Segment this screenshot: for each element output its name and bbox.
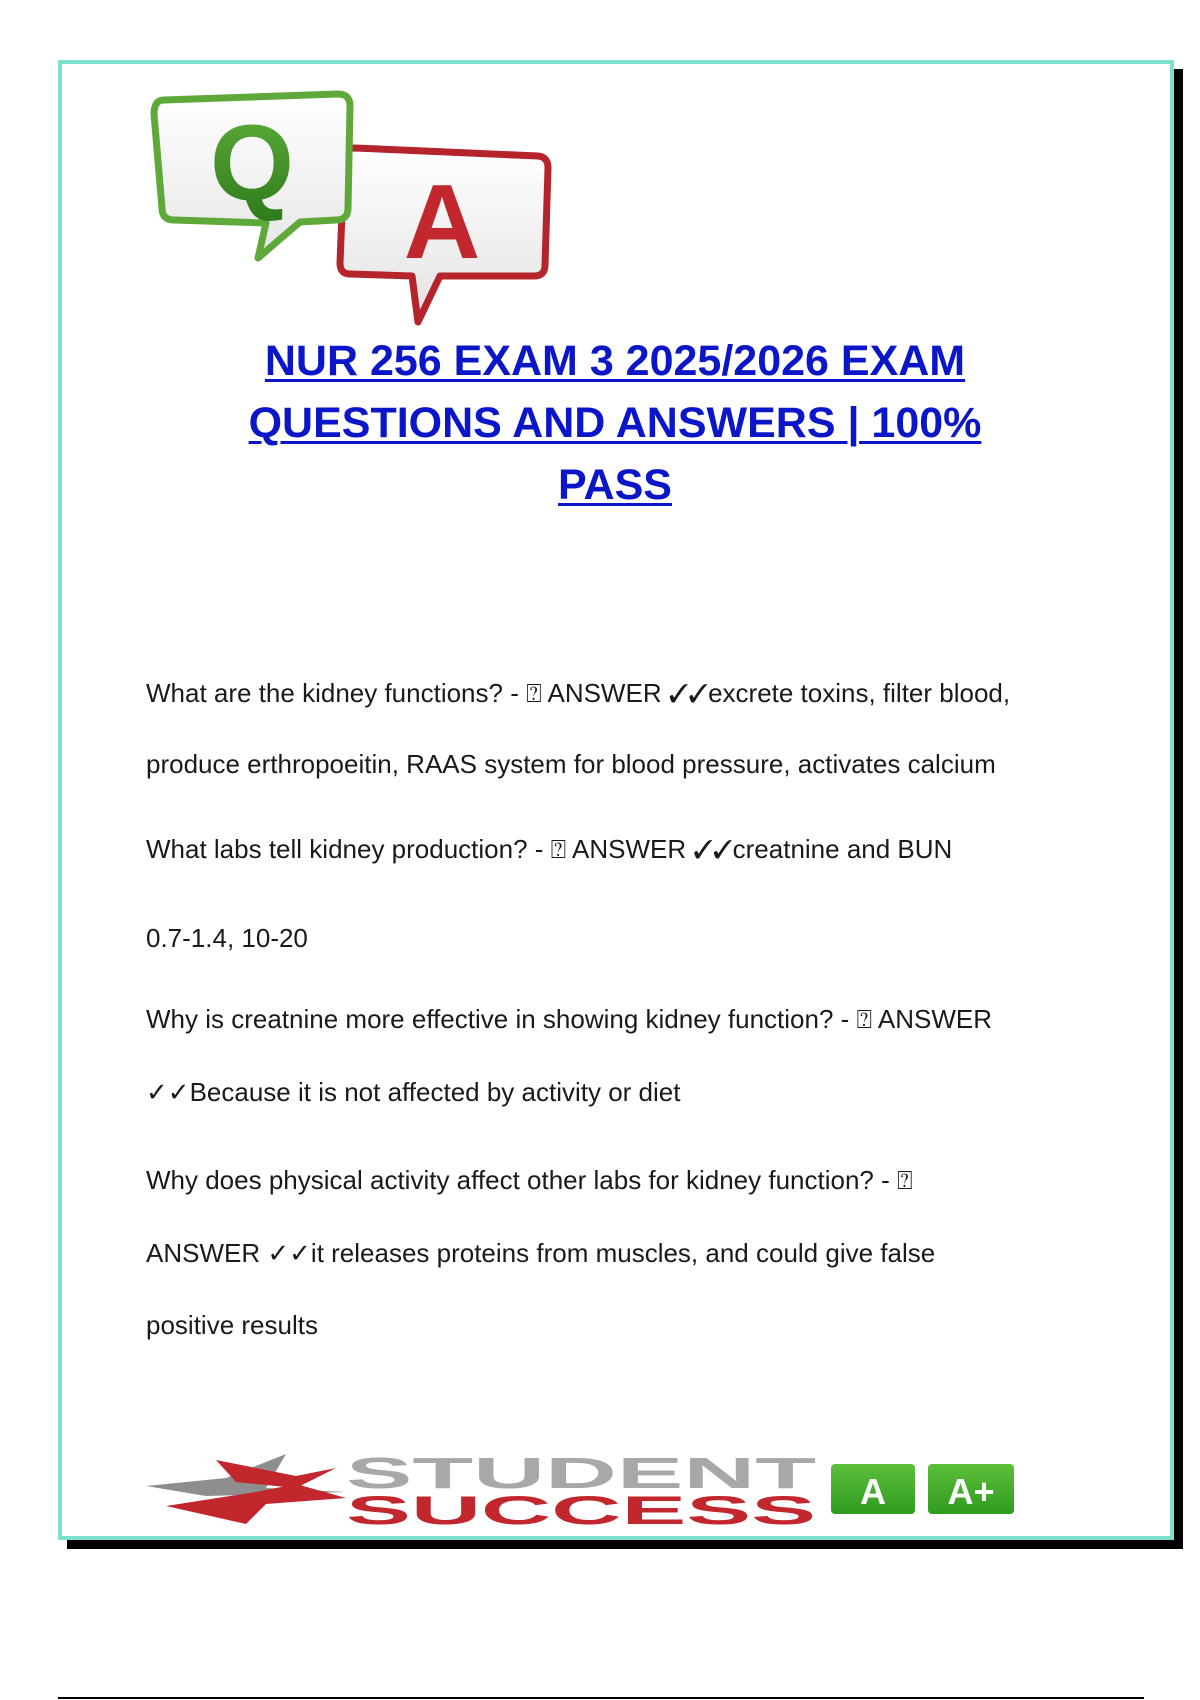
title-line-3: PASS [558,461,672,509]
student-success-logo [146,1448,1076,1528]
qa-line-5: Why is creatnine more effective in showing kidney function? - ⍰ ANSWER [146,1004,993,1034]
question-letter: Q [209,102,295,223]
qa-line-7: Why does physical activity affect other labs for kidney function? - ⍰ [146,1165,913,1195]
grade-badge-a [831,1464,915,1514]
qa-line-3: What labs tell kidney production? - ⍰ ANSWER ✓✓creatnine and BUN [146,834,953,864]
title-line-1: NUR 256 EXAM 3 2025/2026 EXAM [264,337,966,385]
logo-word-success: SUCCESS [346,1489,816,1528]
bottom-divider [58,1697,1144,1699]
qa-line-8: ANSWER ✓✓it releases proteins from muscles, and could give false [146,1238,936,1268]
grade-badge-a-plus [928,1464,1014,1514]
qa-line-4: 0.7-1.4, 10-20 [146,923,308,953]
answer-letter: A [403,163,481,281]
qa-logo [150,90,560,330]
question-bubble [154,94,350,258]
svg-text:A: A [860,1471,886,1512]
qa-line-9: positive results [146,1310,318,1340]
document-title [150,330,1080,516]
answer-bubble [340,148,548,322]
star-swoosh-icon [146,1454,346,1524]
title-line-2: QUESTIONS AND ANSWERS | 100% [248,399,982,447]
svg-text:A+: A+ [947,1471,995,1512]
qa-line-1: What are the kidney functions? - ⍰ ANSWER ✓✓excrete toxins, filter blood, [146,678,1011,708]
logo-word-student: STUDENT [346,1449,817,1498]
qa-line-2: produce erthropoeitin, RAAS system for blood pressure, activates calcium [146,749,996,779]
qa-line-6: ✓✓Because it is not affected by activity or diet [146,1077,681,1107]
